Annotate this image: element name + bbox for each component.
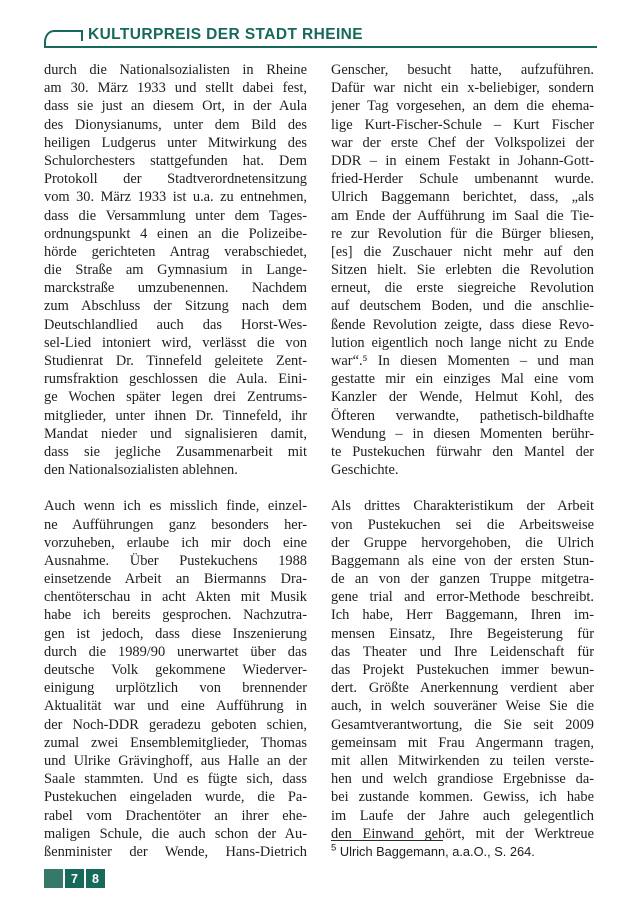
text-line: am 30. März 1933 und stellt dabei fest,	[44, 80, 307, 97]
text-line: einigung urplötzlich von brennender	[44, 680, 307, 697]
page-title: KULTURPREIS DER STADT RHEINE	[88, 26, 363, 43]
text-line: rabel vom Drachentöter an ihrer ehe-	[44, 807, 307, 824]
text-line: einsetzende Arbeit an Biermanns Dra-	[44, 571, 307, 588]
text-line: te Pustekuchen fürwahr den Mantel der	[331, 443, 594, 460]
text-line: ordnungspunkt 4 einen an die Polizeibe-	[44, 225, 307, 242]
paragraph	[331, 497, 594, 843]
footnote-marker: 5	[331, 842, 337, 854]
text-line: der Noch-DDR geradezu geboten schien,	[44, 716, 307, 733]
text-line: den Nationalsozialisten ablehnen.	[44, 462, 238, 479]
page-number-box: 7	[65, 869, 84, 888]
text-line: ßenminister der Wende, Hans-Dietrich	[44, 843, 307, 860]
text-line: hörde gerichteten Antrag verabschiedet,	[44, 243, 307, 260]
text-line: der Gruppe hervorgehoben, die Ulrich	[331, 534, 594, 551]
text-line: erneut, die erste siegreiche Revolution	[331, 280, 594, 297]
text-line: jener Tag vorgesehen, an dem die ehema-	[331, 98, 594, 115]
text-line: Öfteren verwandte, pathetisch-bildhafte	[331, 407, 594, 424]
page-number-footer	[44, 869, 105, 888]
text-line: im Laufe der Jahre auch gelegentlich	[331, 807, 594, 824]
text-line: und Ulrike Grävinghoff, aus Halle an der	[44, 752, 307, 769]
text-line: dass sie jegliche Zusammenarbeit mit	[44, 443, 307, 460]
text-line: de an von der ganzen Truppe mitgetra-	[331, 571, 594, 588]
text-line: habe ich bereits gesprochen. Nachzutra-	[44, 607, 307, 624]
text-line: Saale stammten. Und es fügte sich, dass	[44, 771, 307, 788]
text-line: war der erste Chef der Volkspolizei der	[331, 134, 594, 151]
text-line: gestatte mir ein einziges Mal eine vom	[331, 371, 594, 388]
text-line: das Theater und Ihre Leidenschaft für	[331, 643, 594, 660]
two-column-text	[44, 61, 594, 861]
text-line: lige Kurt-Fischer-Schule – Kurt Fischer	[331, 116, 594, 133]
paragraph	[44, 61, 307, 479]
text-line: marckstraße umzubenennen. Nachdem	[44, 280, 307, 297]
text-line: Studienrat Dr. Tinnefeld geleitete Zent-	[44, 353, 307, 369]
text-line: ne Aufführungen ganz besonders her-	[44, 516, 307, 533]
header-tab-tick	[81, 30, 83, 41]
paragraph	[44, 497, 307, 861]
text-line: Genscher, besucht hatte, aufzuführen.	[331, 62, 594, 78]
text-line: am Ende der Aufführung im Saal die Tie-	[331, 207, 594, 224]
text-line: re zur Revolution für die Bürger bliesen,	[331, 225, 594, 242]
text-line: vorzuheben, erlaube ich mir doch eine	[44, 534, 307, 551]
text-line: mit allen Mitwirkenden zu teilen verste-	[331, 752, 594, 769]
text-line: den Einwand gehört, mit der Werktreue	[331, 825, 594, 842]
text-line: gemeinsam mit Frau Angermann tragen,	[331, 734, 594, 751]
text-line: chentöterschau in acht Akten mit Musik	[44, 589, 307, 606]
text-line: mitglieder, unter ihnen Dr. Tinnefeld, ihr	[44, 407, 307, 424]
text-line: auch, in welch souveräner Weise Sie die	[331, 698, 594, 715]
text-line: bei zustande kommen. Gewiss, ich habe	[331, 789, 594, 806]
text-line: ßende Revolution zeigte, dass diese Revo-	[331, 316, 594, 333]
text-line: Aktualität war und eine Aufführung in	[44, 698, 307, 715]
text-line: Wendung – in diesen Momenten berühr-	[331, 425, 594, 442]
text-line: Schulorchesters stattgefunden hat. Dem	[44, 152, 307, 169]
text-line: zumal zwei Ensemblemitglieder, Thomas	[44, 734, 307, 751]
text-line: dert. Größte Anerkennung verdient aber	[331, 680, 594, 697]
text-line: [es] die Zuschauer nicht mehr auf den	[331, 243, 594, 260]
text-line: Als drittes Charakteristikum der Arbeit	[331, 498, 594, 515]
text-line: Pustekuchen eingeladen wurde, die Pa-	[44, 789, 307, 806]
text-line: ge Wochen später legen drei Zentrums-	[44, 389, 307, 406]
text-line: Sitzen hielt. Sie erlebten die Revolution	[331, 262, 594, 279]
text-line: Mandat nieder und signalisieren damit,	[44, 425, 307, 442]
text-line: Auch wenn ich es misslich finde, einzel-	[44, 498, 307, 515]
text-line: maligen Schule, die auch schon der Au-	[44, 825, 307, 842]
text-line: sel-Lied intoniert wird, verlässt die von	[44, 334, 307, 351]
text-line: zum Abschluss der Sitzung nach dem	[44, 298, 307, 315]
text-line: gen ist jedoch, dass diese Inszenierung	[44, 625, 307, 642]
text-line: von Pustekuchen sei die Arbeitsweise	[331, 516, 594, 533]
text-line: hen und welch grandiose Ergebnisse da-	[331, 771, 594, 788]
text-line: Baggemann als eine von der ersten Stun-	[331, 552, 594, 569]
text-line: die Straße am Gymnasium in Lange-	[44, 262, 307, 279]
text-line: durch die 1989/90 unerwartet über das	[44, 643, 307, 660]
text-line: Ich habe, Herr Baggemann, Ihren im-	[331, 607, 594, 624]
text-line: war“.⁵ In diesen Momenten – und man	[331, 353, 594, 369]
text-line: Kanzler der Wende, Helmut Kohl, des	[331, 389, 594, 406]
footer-marker-box	[44, 869, 63, 888]
text-line: DDR – in einem Festakt in Johann-Gott-	[331, 152, 594, 169]
text-line: heiligen Ludgerus unter Mitwirkung des	[44, 134, 307, 151]
text-line: das Projekt Pustekuchen immer bewun-	[331, 662, 594, 678]
text-line: Protokoll der Stadtverordnetensitzung	[44, 171, 307, 188]
text-line: dass die Versammlung unter dem Tages-	[44, 207, 307, 224]
text-line: deutsche Volk gekommene Wiederver-	[44, 662, 307, 678]
text-column-2	[331, 61, 594, 861]
header-rule	[44, 46, 597, 48]
text-line: rumsfraktion geschlossen die Aula. Eini-	[44, 371, 307, 388]
page-number-box: 8	[86, 869, 105, 888]
paragraph	[331, 61, 594, 479]
text-line: Gesamtverantwortung, die Sie seit 2009	[331, 716, 594, 733]
text-line: Ulrich Baggemann berichtet, dass, „als	[331, 189, 594, 206]
text-line: des Dionysianums, unter dem Bild des	[44, 116, 307, 133]
text-line: auf deutschem Boden, und die anschlie-	[331, 298, 594, 315]
text-column-1	[44, 61, 307, 861]
text-line: fried-Herder Schule umbenannt wurde.	[331, 171, 594, 188]
text-line: Dafür war nicht ein x-beliebiger, sondern	[331, 80, 594, 97]
text-line: durch die Nationalsozialisten in Rheine	[44, 62, 307, 78]
text-line: mensen Einsatz, Ihre Begeisterung für	[331, 625, 594, 642]
footnote-text: Ulrich Baggemann, a.a.O., S. 264.	[339, 843, 535, 859]
text-line: Geschichte.	[331, 462, 399, 479]
footnote	[331, 844, 594, 859]
text-line: vom 30. März 1933 ist u.a. zu entnehmen,	[44, 189, 307, 206]
text-line: Ausnahme. Über Pustekuchens 1988	[44, 552, 307, 569]
text-line: dass sie just an diesem Ort, in der Aula	[44, 98, 307, 115]
text-line: lution eigentlich noch lange nicht zu Ende	[331, 334, 594, 351]
footnote-separator	[331, 840, 443, 841]
text-line: Deutschlandlied auch das Horst-Wes-	[44, 316, 307, 333]
text-line: gene trial and error-Methode beschreibt.	[331, 589, 594, 606]
